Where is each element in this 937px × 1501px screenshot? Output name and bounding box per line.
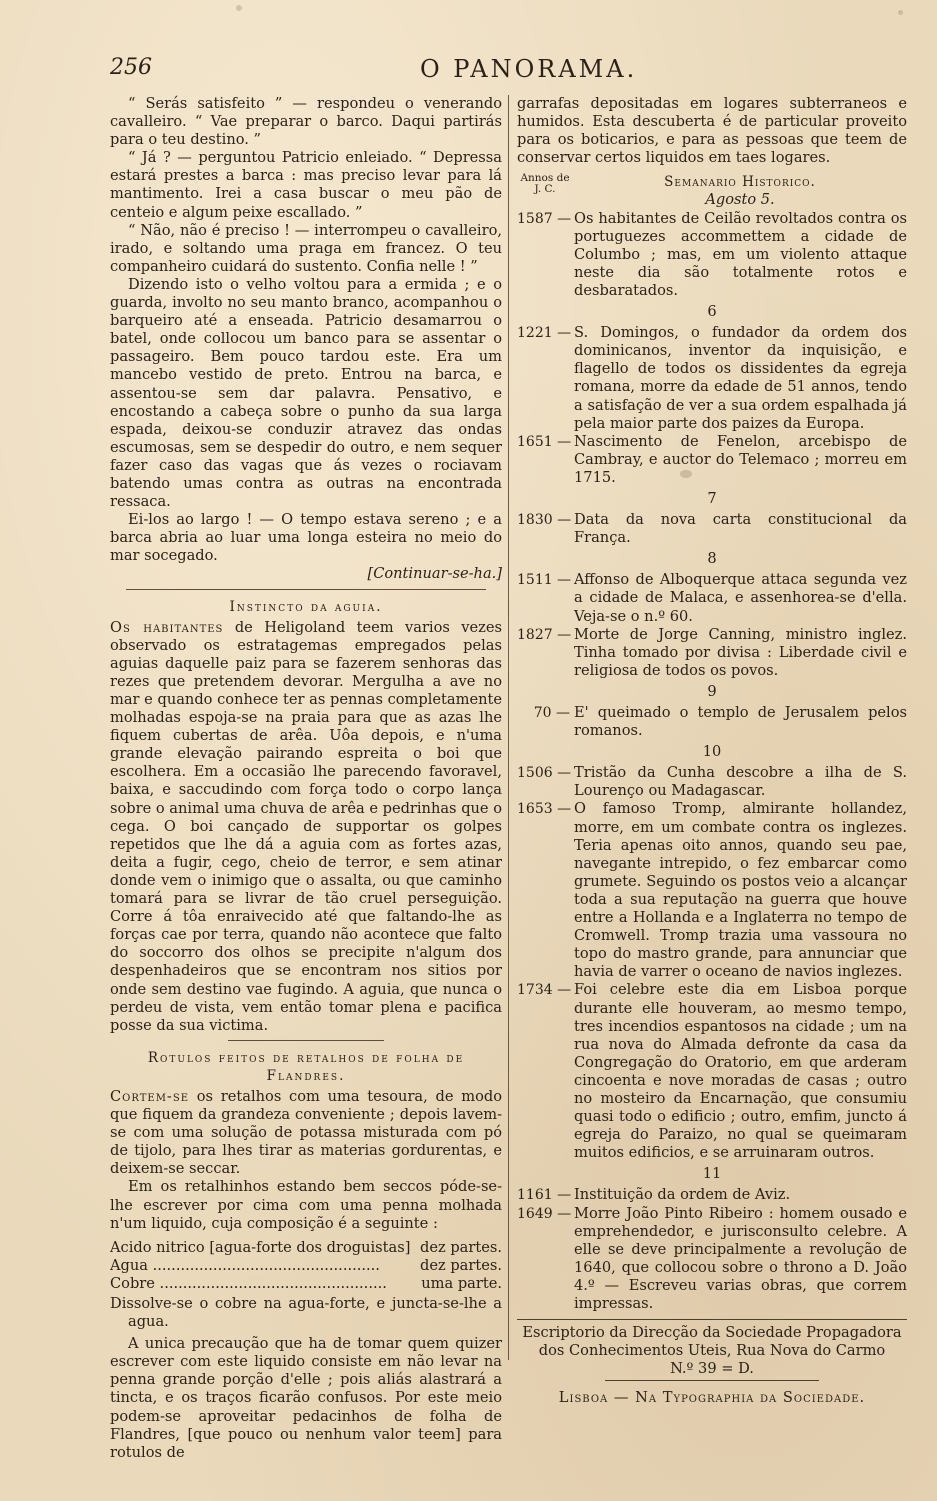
day-number: 6 (707, 303, 717, 321)
entry-text: Nascimento de Fenelon, arcebispo de Cambray, e auctor do Telemaco ; morreu em 1715. (574, 432, 907, 486)
recipe-item: Cobre (110, 1274, 155, 1292)
annos-label: Annos de J. C. (520, 172, 570, 196)
story-paragraph: “ Serás satisfeito ” — respondeu o venerando cavalleiro. “ Vae preparar o barco. Daqui partirás para o teu destino. ” (110, 95, 502, 149)
final-paragraph: A unica precaução que ha de tomar quem quizer escrever com este liquido consiste em não levar na penna grande porção d'elle ; pois aliás alastrará a tincta, e os traços ficarão confusos. Por este meio podem-se aproveitar pedacinhos de folha de Flandres, [que pouco ou nenhum valor teem] para rotulos de (110, 1335, 502, 1461)
running-title: O PANORAMA. (420, 55, 638, 83)
calendar-entry: 1511 — Affonso de Alboquerque attaca segunda vez a cidade de Malaca, e assenhorea-se d'ella. Veja-se o n.º 60. (517, 571, 907, 625)
day-number: 8 (707, 550, 717, 568)
office-number: N.º 39 = D. (670, 1360, 754, 1378)
calendar-header (517, 173, 907, 209)
entry-text: Tristão da Cunha descobre a ilha de S. Lourenço ou Madagascar. (574, 764, 907, 800)
entry-text: E' queimado o templo de Jerusalem pelos romanos. (574, 704, 907, 740)
calendar-title: Semanario Historico. (664, 174, 816, 191)
entry-year: 1506 (517, 765, 553, 782)
section-body: os retalhos com uma tesoura, de modo que fiquem da grandeza conveniente ; depois lavem-se com uma solução de potassa misturada com pó de tijolo, para lhes tirar as materias gordurentas, e deixem-se seccar. (110, 1087, 502, 1178)
entry-text: S. Domingos, o fundador da ordem dos dominicanos, inventor da inquisição, e flagello de todos os dissidentes da egreja romana, morre da edade de 51 annos, tendo a satisfação de ver a sua ordem espalhada já pela maior parte dos paizes da Europa. (574, 324, 907, 432)
recipe-list (110, 1239, 502, 1293)
calendar-entry: 70 — E' queimado o templo de Jerusalem pelos romanos. (533, 704, 907, 740)
entry-text: O famoso Tromp, almirante hollandez, morre, em um combate contra os inglezes. Teria apenas oito annos, quando seu pae, navegante intrepido, o fez embarcar como grumete. Seguindo os postos veio a alcançar toda a sua reputação na guerra que houve entre a Hollanda e a Inglaterra no tempo de Cromwell. Tromp trazia uma vassoura no topo do mastro grande, para annunciar que havia de varrer o oceano de navios inglezes. (574, 800, 907, 981)
imprint: Lisboa — Na Typographia da Sociedade. (558, 1389, 866, 1407)
section-body: de Heligoland teem varios vezes observado os estratagemas empregados pelas aguias daquelle paiz para se fazerem senhoras das rezes que pretendem devorar. Mergulha a ave no mar e quando conhece ter as pennas completamente molhadas espoja-se na praia para que as azas lhe fiquem cubertas de arêa. Uôa depois, e n'uma grande elevação pairando espreita o boi que escolhera. Em a occasião lhe parecendo favoravel, baixa, e saccudindo com força todo o corpo lança sobre o animal uma chuva de arêa e pedrinhas que o cega. O boi cançado de supportar os golpes repetidos que lhe dá a aguia com as fortes azas, deita a fugir, cego, cheio de terror, e sem atinar donde vem o inimigo que o assalta, ou que caminho tomará para se livrar de tão cruel perseguição. Corre á tôa enraivecido até que faltando-lhe as forças cae por terra, quando não acontece que falto do soccorro dos olhos se precipite n'algum dos despenhadeiros que se encontram nos sitios por onde sem destino vae fugindo. A aguia, que nunca o perdeu de vista, vem então tomar plena e pacifica posse da sua victima. (110, 618, 502, 1034)
calendar-heading (573, 173, 907, 209)
entry-text: Morre João Pinto Ribeiro : homem ousado e emprehendedor, e jurisconsulto celebre. A elle se deve principalmente a revolução de 1640, que collocou sobre o throno a D. João 4.º — Escreveu varias obras, que correm impressas. (574, 1204, 907, 1312)
footer-divider (605, 1380, 820, 1381)
calendar-entry: 1653 — O famoso Tromp, almirante hollandez, morre, em um combate contra os inglezes. Teria apenas oito annos, quando seu pae, navegante intrepido, o fez embarcar como grumete. Seguindo os postos veio a alcançar toda a sua reputação na guerra que houve entre a Hollanda e a Inglaterra no tempo de Cromwell. Tromp trazia uma vassoura no topo do mastro grande, para annunciar que havia de varrer o oceano de navios inglezes. (517, 800, 907, 981)
entry-text: Data da nova carta constitucional da França. (574, 511, 907, 547)
calendar-entry: 1651 — Nascimento de Fenelon, arcebispo de Cambray, e auctor do Telemaco ; morreu em 1715. (517, 432, 907, 486)
section-divider (228, 1040, 385, 1041)
entry-year: 1649 (517, 1205, 553, 1222)
day-number: 9 (707, 682, 717, 700)
calendar-entry: 1221 — S. Domingos, o fundador da ordem dos dominicanos, inventor da inquisição, e flagello de todos os dissidentes da egreja romana, morre da edade de 51 annos, tendo a satisfação de ver a sua ordem espalhada já pela maior parte dos paizes da Europa. (517, 324, 907, 432)
page-number: 256 (110, 55, 152, 80)
story-paragraph: “ Não, não é preciso ! — interrompeu o cavalleiro, irado, e soltando uma praga em francez. O teu companheiro cuidará do sustento. Confia nelle ! ” (110, 221, 502, 275)
footer-divider (517, 1319, 907, 1320)
entry-text: Foi celebre este dia em Lisboa porque durante elle houveram, ao mesmo tempo, tres incendios espantosos na cidade ; um na rua nova do Almada defronte da casa da Congregação do Oratorio, em que arderam cincoenta e nove moradas de casas ; outro no mosteiro da Encarnação, que consumiu quasi todo o edificio ; outro, emfim, juncto á egreja do Paraizo, no qual se queimaram muitos edificios, e se arruinaram outros. (574, 981, 907, 1162)
calendar-entry: 1830 — Data da nova carta constitucional da França. (517, 511, 907, 547)
paper-stain (236, 5, 242, 11)
entry-text: Os habitantes de Ceilão revoltados contra os portuguezes accommettem a cidade de Columbo ; mas, em um violento attaque neste dia são totalmente rotos e desbaratados. (574, 209, 907, 299)
column-rule (508, 95, 509, 1360)
section-title-aguia: Instincto da aguia. (229, 598, 383, 615)
recipe-qty: dez partes. (420, 1256, 502, 1274)
dissolve-instruction: Dissolve-se o cobre na agua-forte, e juncta-se-lhe a agua. (110, 1295, 502, 1331)
section-lead: Cortem-se (110, 1087, 190, 1105)
entry-year: 1830 (517, 512, 553, 529)
entry-year: 1827 (517, 626, 553, 643)
recipe-item: Acido nitrico [agua-forte dos droguistas] (110, 1238, 411, 1256)
entry-year: 1653 (517, 801, 553, 818)
day-number: 7 (707, 489, 717, 507)
office-address: Escriptorio da Direcção da Sociedade Propagadora dos Conhecimentos Uteis, Rua Nova do Carmo (522, 1324, 902, 1360)
entry-year: 1734 (517, 982, 553, 999)
calendar-entry: 1649 — Morre João Pinto Ribeiro : homem ousado e emprehendedor, e jurisconsulto celebre. A elle se deve principalmente a revolução de 1640, que collocou sobre o throno a D. João 4.º — Escreveu varias obras, que correm impressas. (517, 1204, 907, 1312)
calendar-entry: 1734 — Foi celebre este dia em Lisboa porque durante elle houveram, ao mesmo tempo, tres incendios espantosos na cidade ; um na rua nova do Almada defronte da casa da Congregação do Oratorio, em que arderam cincoenta e nove moradas de casas ; outro no mosteiro da Encarnação, que consumiu quasi todo o edificio ; outro, emfim, juncto á egreja do Paraizo, no qual se queimaram muitos edificios, e se arruinaram outros. (517, 981, 907, 1162)
story-paragraph: “ Já ? — perguntou Patricio enleiado. “ Depressa estará prestes a barca : mas preciso levar para lá mantimento. Irei a casa buscar o meu pão de centeio e algum peixe escallado. ” (110, 149, 502, 221)
calendar-entry: 1506 — Tristão da Cunha descobre a ilha de S. Lourenço ou Madagascar. (517, 764, 907, 800)
story-paragraph: Ei-los ao largo ! — O tempo estava sereno ; e a barca abria ao luar uma longa esteira no meio do mar socegado. (110, 511, 502, 565)
entry-text: Morte de Jorge Canning, ministro inglez. Tinha tomado por divisa : Liberdade civil e religiosa de todos os povos. (574, 625, 907, 679)
entry-year: 1161 (517, 1187, 553, 1204)
right-column (517, 95, 907, 1407)
left-column (110, 95, 502, 1462)
entry-year: 1587 (517, 210, 553, 227)
entry-year: 1511 (517, 572, 553, 589)
recipe-row: Cobre ................................................. uma parte. (110, 1274, 502, 1292)
entry-year: 1651 (517, 433, 553, 450)
entry-text: Instituição da ordem de Aviz. (574, 1186, 791, 1204)
day-number: 10 (702, 743, 722, 761)
section-divider (126, 589, 487, 590)
calendar-month: Agosto 5. (705, 191, 775, 209)
paper-stain (898, 10, 903, 15)
continuation-note: [Continuar-se-ha.] (367, 565, 502, 583)
continued-text: garrafas depositadas em logares subterraneos e humidos. Esta descuberta é de particular proveito para os boticarios, e para as pessoas que teem de conservar certos liquidos em taes logares. (517, 95, 907, 167)
calendar-entry: 1161 — Instituição da ordem de Aviz. (517, 1186, 907, 1204)
section-lead: Os habitantes (110, 618, 224, 636)
entry-year: 70 (533, 705, 552, 721)
paper-stain (680, 470, 692, 478)
calendar-entry: 1827 — Morte de Jorge Canning, ministro inglez. Tinha tomado por divisa : Liberdade civil e religiosa de todos os povos. (517, 625, 907, 679)
recipe-row (110, 1239, 502, 1257)
page-header (110, 55, 910, 85)
section-title-rotulos: Rotulos feitos de retalhos de folha de Flandres. (147, 1049, 465, 1084)
recipe-qty: uma parte. (421, 1274, 502, 1292)
recipe-item: Agua (110, 1256, 148, 1274)
story-paragraph: Dizendo isto o velho voltou para a ermida ; e o guarda, involto no seu manto branco, acompanhou o barqueiro até a enseada. Patricio desamarrou o batel, onde collocou um banco para se assentar o passageiro. Bem pouco tardou este. Era um mancebo vestido de preto. Entrou na barca, e assentou-se sem dar palavra. Pensativo, e encostando a cabeça sobre o punho da sua larga espada, deixou-se conduzir atravez das ondas escumosas, sem se despedir do outro, e nem sequer fazer caso das vagas que ás vezes o rociavam batendo umas contra as outras na encontrada ressaca. (110, 275, 502, 511)
day-number: 11 (702, 1165, 722, 1183)
entry-text: Affonso de Alboquerque attaca segunda vez a cidade de Malaca, e assenhorea-se d'ella. Veja-se o n.º 60. (574, 571, 907, 625)
calendar-entry: 1587 — Os habitantes de Ceilão revoltados contra os portuguezes accommettem a cidade de Columbo ; mas, em um violento attaque neste dia são totalmente rotos e desbaratados. (517, 209, 907, 299)
entry-year: 1221 (517, 325, 553, 342)
section-paragraph: Em os retalhinhos estando bem seccos póde-se-lhe escrever por cima com uma penna molhada n'um liquido, cuja composição é a seguinte : (110, 1178, 502, 1232)
recipe-row: Agua ................................................. dez partes. (110, 1256, 502, 1274)
recipe-qty: dez partes. (420, 1238, 502, 1256)
